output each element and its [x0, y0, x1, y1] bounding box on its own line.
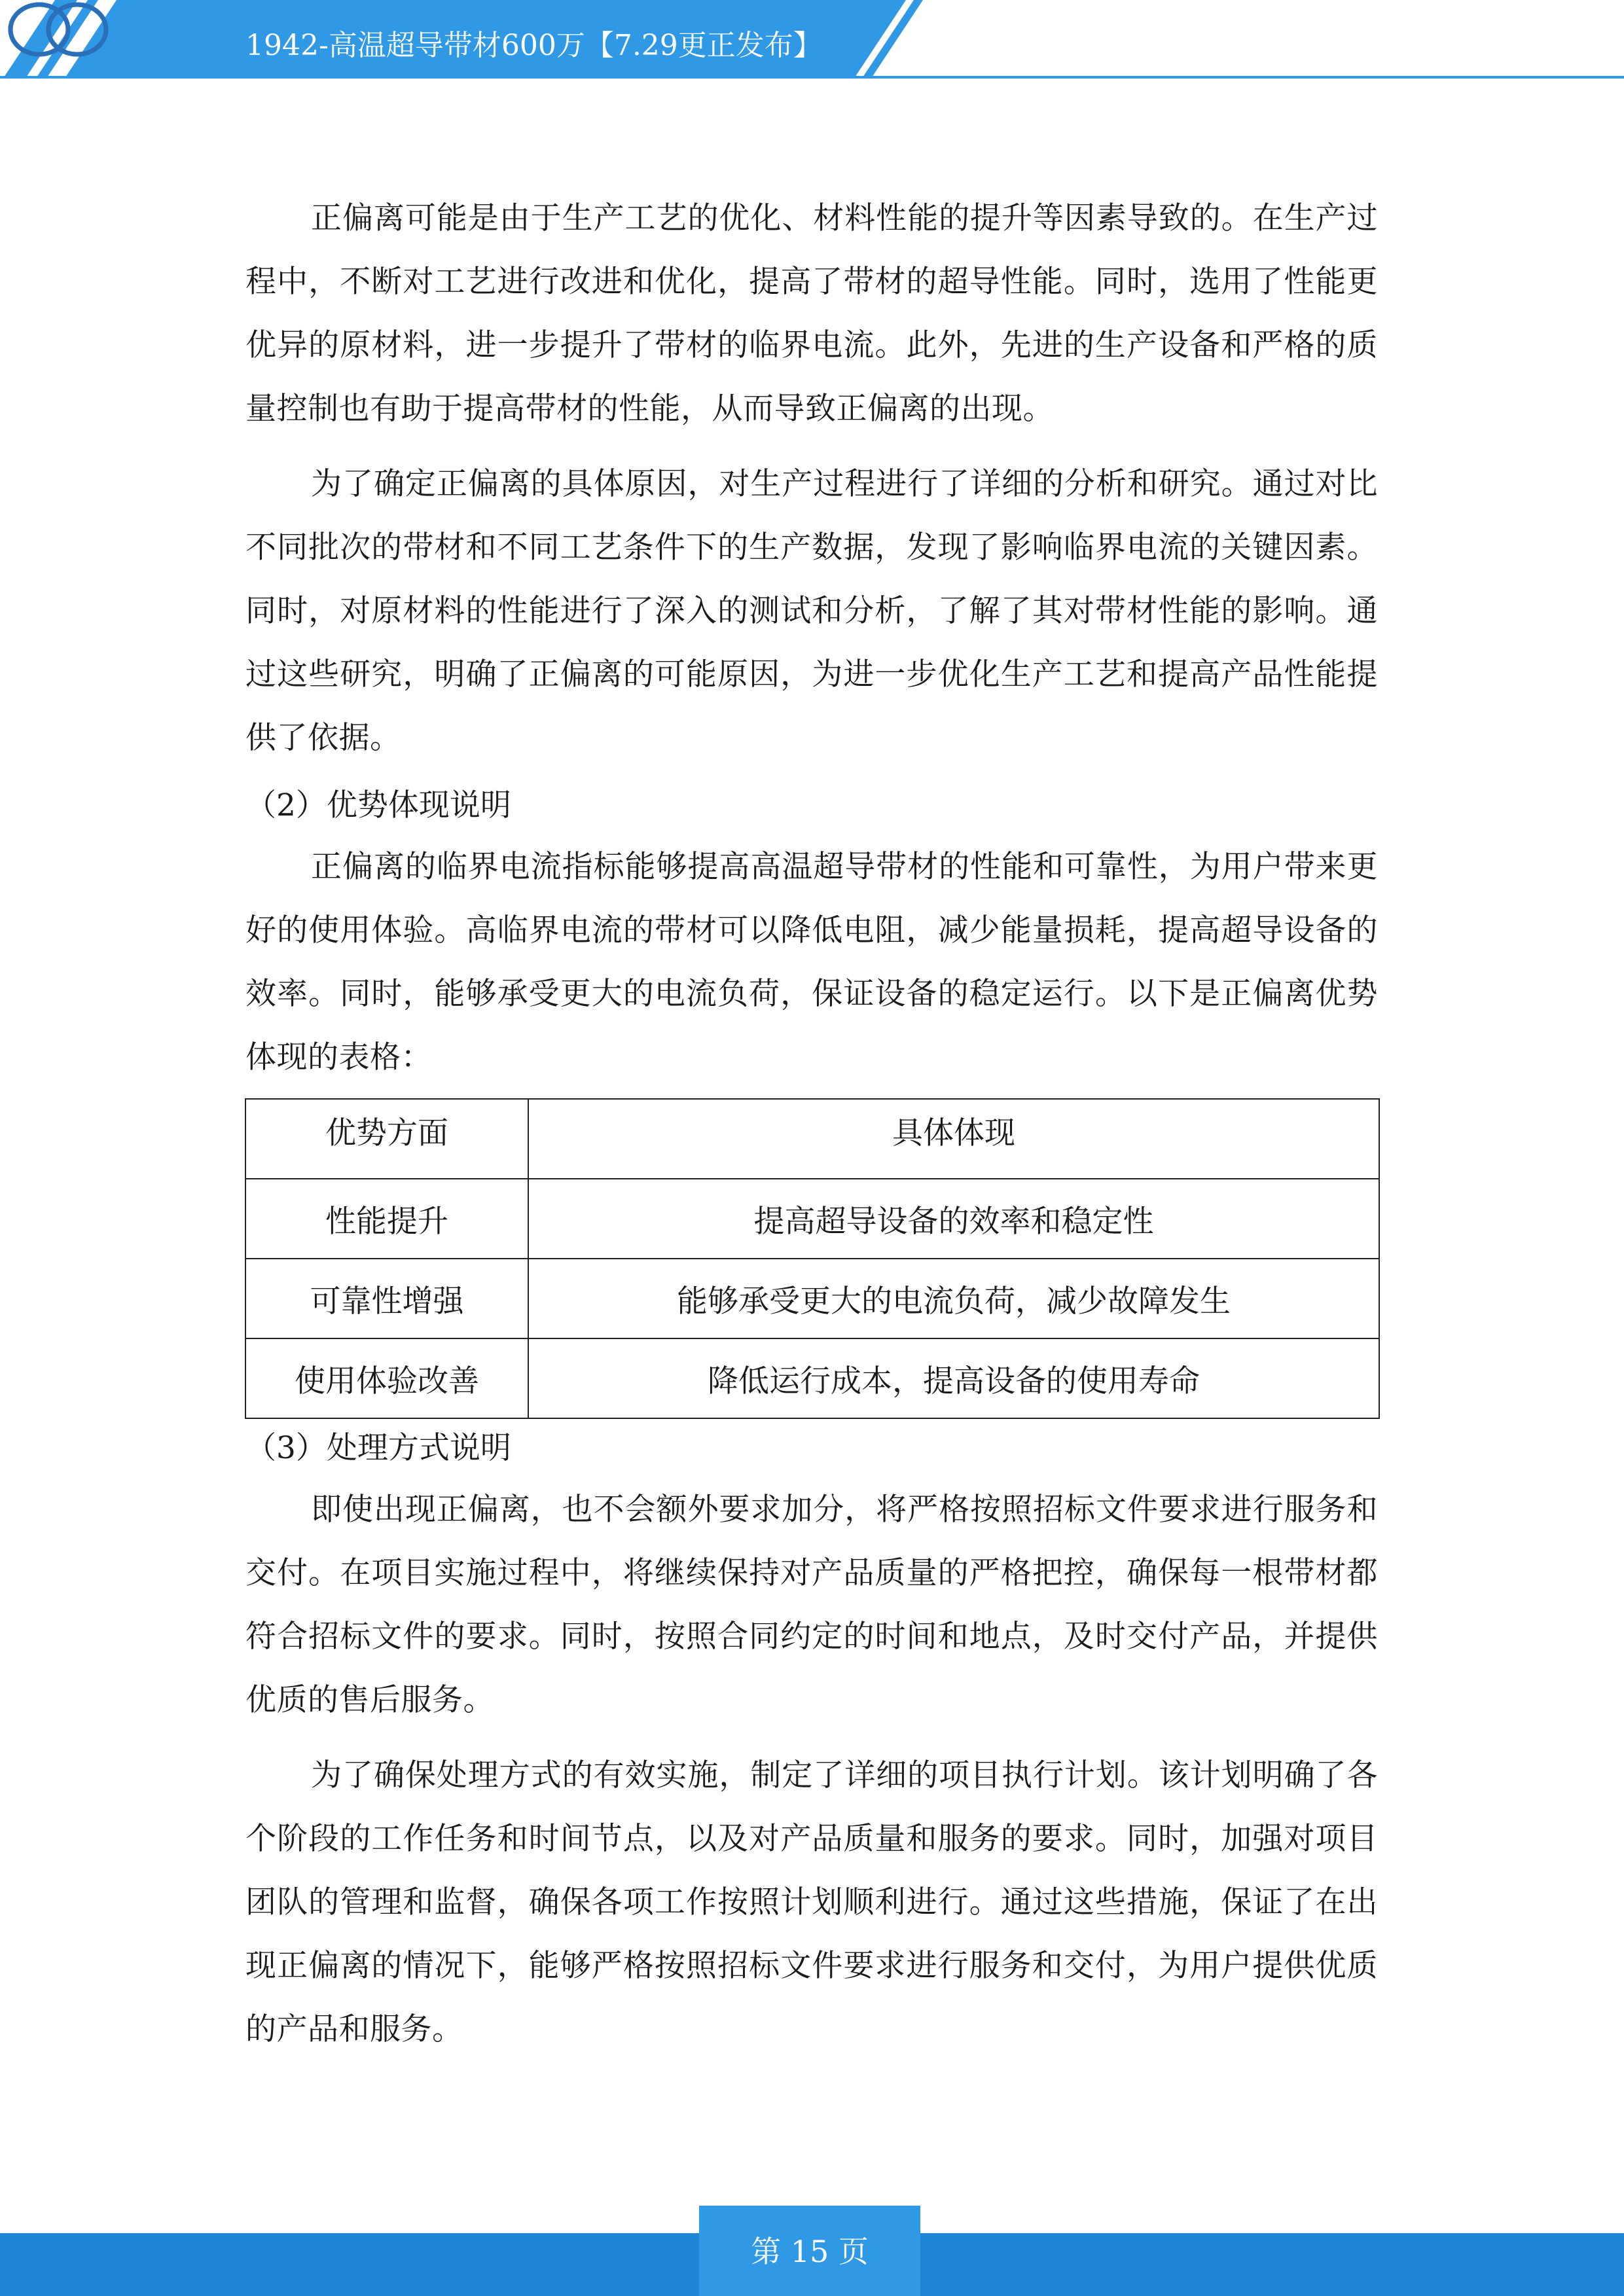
body-paragraph: 为了确定正偏离的具体原因，对生产过程进行了详细的分析和研究。通过对比不同批次的带材和不同工艺条件下的生产数据，发现了影响临界电流的关键因素。同时，对原材料的性能进行了深入的测试和分析，了解了其对带材性能的影响。通过这些研究，明确了正偏离的可能原因，为进一步优化生产工艺和提高产品性能提供了依据。 — [245, 466, 1378, 756]
table-cell: 性能提升 — [245, 1179, 528, 1259]
document-body — [245, 187, 1378, 2061]
page-number: 第 15 页 — [751, 2234, 869, 2269]
table-cell: 使用体验改善 — [245, 1338, 528, 1418]
header-title: 1942-高温超导带材600万【7.29更正发布】 — [245, 29, 822, 62]
table-header-cell: 优势方面 — [245, 1099, 528, 1179]
page-header — [0, 0, 1624, 85]
table-row — [245, 1259, 1379, 1338]
double-ring-logo-icon — [0, 0, 118, 59]
body-paragraph: 正偏离的临界电流指标能够提高高温超导带材的性能和可靠性，为用户带来更好的使用体验。高临界电流的带材可以降低电阻，减少能量损耗，提高超导设备的效率。同时，能够承受更大的电流负荷，保证设备的稳定运行。以下是正偏离优势体现的表格： — [245, 849, 1378, 1075]
table-header-cell: 具体体现 — [528, 1099, 1379, 1179]
body-paragraph: 为了确保处理方式的有效实施，制定了详细的项目执行计划。该计划明确了各个阶段的工作任务和时间节点，以及对产品质量和服务的要求。同时，加强对项目团队的管理和监督，确保各项工作按照计划顺利进行。通过这些措施，保证了在出现正偏离的情况下，能够严格按照招标文件要求进行服务和交付，为用户提供优质的产品和服务。 — [245, 1757, 1378, 2047]
table-cell: 降低运行成本，提高设备的使用寿命 — [528, 1338, 1379, 1418]
body-paragraph: 即使出现正偏离，也不会额外要求加分，将严格按照招标文件要求进行服务和交付。在项目实施过程中，将继续保持对产品质量的严格把控，确保每一根带材都符合招标文件的要求。同时，按照合同约定的时间和地点，及时交付产品，并提供优质的售后服务。 — [245, 1492, 1378, 1718]
table-cell: 提高超导设备的效率和稳定性 — [528, 1179, 1379, 1259]
section-heading: （3）处理方式说明 — [245, 1430, 511, 1466]
section-heading: （2）优势体现说明 — [245, 787, 511, 823]
table-row — [245, 1338, 1379, 1418]
body-paragraph: 正偏离可能是由于生产工艺的优化、材料性能的提升等因素导致的。在生产过程中，不断对工艺进行改进和优化，提高了带材的超导性能。同时，选用了性能更优异的原材料，进一步提升了带材的临界电流。此外，先进的生产设备和严格的质量控制也有助于提高带材的性能，从而导致正偏离的出现。 — [245, 200, 1378, 427]
advantages-table — [245, 1098, 1380, 1419]
table-cell: 可靠性增强 — [245, 1259, 528, 1338]
table-row — [245, 1179, 1379, 1259]
table-cell: 能够承受更大的电流负荷，减少故障发生 — [528, 1259, 1379, 1338]
table-header-row — [245, 1099, 1379, 1179]
